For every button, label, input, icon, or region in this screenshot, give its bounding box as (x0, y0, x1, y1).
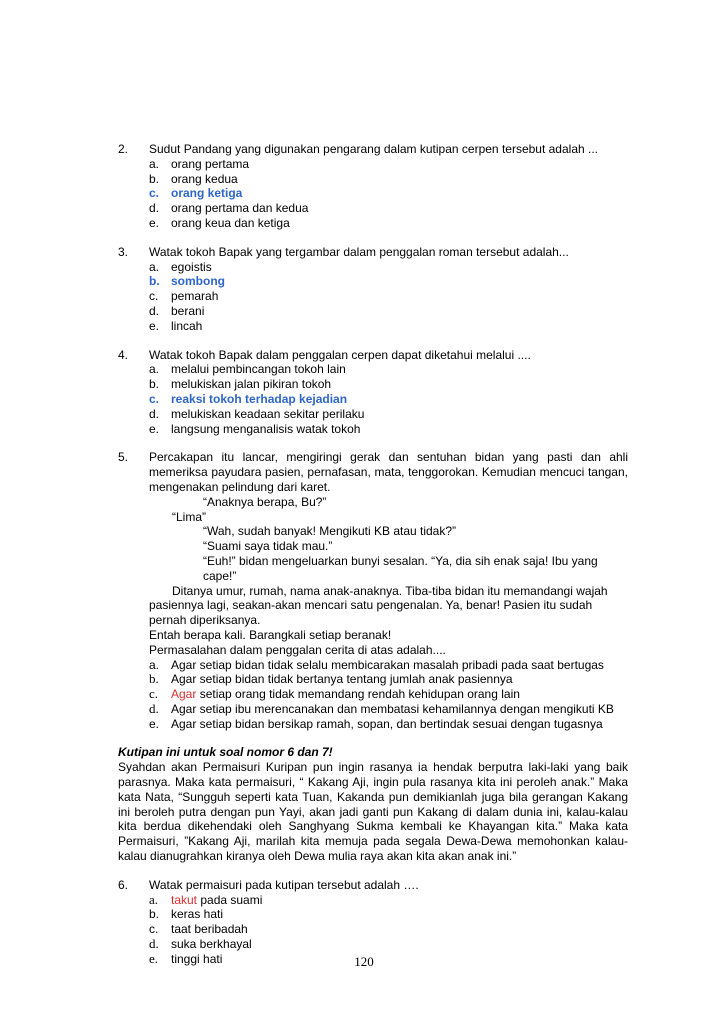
option-e (149, 422, 628, 437)
narration-line: pasiennya lagi, seakan-akan mencari satu pengenalan. Ya, benar! Pasien itu sudah (149, 598, 593, 613)
dialogue-line: “Anaknya berapa, Bu?” (203, 494, 327, 509)
dialogue-line: “Suami saya tidak mau.” (203, 539, 333, 554)
option-e (149, 717, 628, 732)
option-b (149, 172, 628, 187)
narration-line: Ditanya umur, rumah, nama anak-anaknya. Tiba-tiba bidan itu memandangi wajah (172, 583, 608, 598)
question-text: Permasalahan dalam penggalan cerita di atas adalah.... (149, 642, 446, 657)
highlight-word: takut (171, 892, 198, 907)
option-letter: d. (149, 936, 159, 952)
option-text: orang kedua (171, 171, 238, 186)
option-letter: b. (149, 274, 160, 289)
option-c (149, 289, 628, 304)
options-list (149, 157, 628, 231)
option-text: Agar setiap bidan bersikap ramah, sopan, dan bertindak sesuai dengan tugasnya (171, 716, 603, 731)
option-a (149, 157, 628, 172)
option-letter: b. (149, 907, 160, 922)
question-5 (118, 450, 628, 494)
option-text: melukiskan jalan pikiran tokoh (171, 377, 332, 392)
option-letter: c. (149, 922, 159, 937)
passage-text: Syahdan akan Permaisuri Kuripan pun ingin rasanya ia hendak berputra laki-laki yang baik parasnya. Maka kata permaisuri, “ Kakang Aji, ingin pula rasanya kita ini peroleh anak.” Maka kata Nata, “Sungguh seperti kata Tuan, Kakanda pun demikianlah juga bila gerangan Kakang ini beroleh putra dengan pun Yayi, akan jadi ganti pun Kakang di dalam dunia ini, kalau-kalau kita berdua dikehendaki oleh Sanghyang Sukma kembali ke Khayangan kita.” Maka kata Permaisuri, ”Kakang Aji, marilah kita memuja pada segala Dewa-Dewa memohonkan kalau-kalau dianugrahkan kiranya oleh Dewa mulia raya akan kita akan anak ini.” (118, 760, 628, 864)
option-text: sombong (171, 274, 225, 289)
narration-line: pernah diperiksanya. (149, 613, 261, 628)
page-content (118, 142, 628, 967)
option-d (149, 407, 628, 422)
option-letter: e. (149, 215, 160, 230)
option-text: egoistis (171, 259, 212, 274)
option-a (149, 260, 628, 275)
page-number: 120 (354, 954, 374, 969)
question-number: 3. (118, 244, 129, 259)
option-text: melukiskan keadaan sekitar perilaku (171, 406, 365, 421)
option-letter: c. (149, 391, 160, 406)
options-list (149, 260, 628, 334)
option-text: Agar setiap bidan tidak selalu membicarakan masalah pribadi pada saat bertugas (171, 657, 604, 672)
options-list (149, 362, 628, 436)
question-2 (118, 142, 628, 157)
option-d (149, 304, 628, 319)
option-text: keras hati (171, 907, 224, 922)
option-letter: a. (149, 657, 160, 672)
option-letter: c. (149, 186, 160, 201)
option-text: Agar setiap orang tidak memandang rendah kehidupan orang lain (171, 687, 520, 702)
option-letter: b. (149, 377, 160, 392)
option-letter: e. (149, 318, 160, 333)
option-letter: e. (149, 716, 160, 731)
question-number: 6. (118, 877, 129, 892)
option-letter: b. (149, 671, 159, 687)
question-6 (118, 878, 628, 893)
options-list (149, 658, 628, 732)
passage-text: Percakapan itu lancar, mengiringi gerak dan sentuhan bidan yang pasti dan ahli memeriksa payudara pasien, pernafasan, mata, tenggorokan. Kemudian mencuci tangan, mengenakan pelindung dari karet. (149, 450, 628, 494)
option-letter: d. (149, 700, 159, 716)
question-3 (118, 245, 628, 260)
option-letter: c. (149, 289, 159, 304)
option-b-answer (149, 274, 628, 289)
question-number: 2. (118, 142, 129, 156)
option-text: langsung menganalisis watak tokoh (171, 421, 361, 436)
narration-line: Entah berapa kali. Barangkali setiap beranak! (149, 627, 392, 642)
option-text: Agar setiap bidan tidak bertanya tentang jumlah anak pasiennya (171, 672, 513, 687)
option-text: takut pada suami (171, 892, 263, 907)
option-b (149, 377, 628, 392)
option-text: orang pertama dan kedua (171, 201, 309, 216)
option-c (149, 687, 628, 702)
option-text: tinggi hati (171, 951, 223, 966)
question-text: Watak permaisuri pada kutipan tersebut adalah …. (149, 877, 419, 892)
question-number: 4. (118, 347, 129, 362)
option-letter: b. (149, 171, 160, 186)
question-text: Watak tokoh Bapak dalam penggalan cerpen dapat diketahui melalui .... (149, 347, 531, 362)
option-letter: a. (149, 891, 159, 907)
question-text: Watak tokoh Bapak yang tergambar dalam penggalan roman tersebut adalah... (149, 244, 569, 259)
dialogue-block (149, 495, 628, 658)
option-d (149, 201, 628, 216)
question-number: 5. (118, 450, 129, 465)
option-text: melalui pembincangan tokoh lain (171, 362, 346, 377)
option-text: orang keua dan ketiga (171, 215, 290, 230)
option-text: berani (171, 303, 205, 318)
option-text: taat beribadah (171, 922, 248, 937)
option-d (149, 937, 628, 952)
option-text: lincah (171, 318, 203, 333)
option-a (149, 362, 628, 377)
highlight-word: Agar (171, 687, 197, 702)
option-c-answer (149, 392, 628, 407)
dialogue-line: “Lima” (172, 509, 207, 524)
question-text: Sudut Pandang yang digunakan pengarang dalam kutipan cerpen tersebut adalah ... (149, 142, 599, 156)
option-text: suka berkhayal (171, 937, 252, 952)
option-c (149, 922, 628, 937)
option-letter: d. (149, 303, 160, 318)
option-letter: e. (149, 950, 159, 966)
passage-heading: Kutipan ini untuk soal nomor 6 dan 7! (118, 745, 333, 760)
option-letter: d. (149, 201, 160, 216)
option-c-answer (149, 186, 628, 201)
option-letter: a. (149, 259, 160, 274)
option-letter: c. (149, 686, 159, 702)
option-text: Agar setiap ibu merencanakan dan membatasi kehamilannya dengan mengikuti KB (171, 701, 614, 716)
option-text: reaksi tokoh terhadap kejadian (171, 391, 348, 406)
option-e (149, 216, 628, 231)
option-a (149, 658, 628, 673)
option-letter: e. (149, 421, 160, 436)
option-d (149, 702, 628, 717)
option-b (149, 907, 628, 922)
dialogue-line: “Wah, sudah banyak! Mengikuti KB atau tidak?” (203, 524, 457, 539)
option-b (149, 672, 628, 687)
option-text: pemarah (171, 289, 219, 304)
option-letter: a. (149, 362, 160, 377)
question-4 (118, 348, 628, 363)
option-text: orang ketiga (171, 186, 243, 201)
option-e (149, 319, 628, 334)
option-text: orang pertama (171, 156, 250, 171)
option-a (149, 893, 628, 908)
option-letter: a. (149, 156, 160, 171)
dialogue-line: “Euh!” bidan mengeluarkan bunyi sesalan. “Ya, dia sih enak saja! Ibu yang cape!” (203, 553, 598, 583)
option-letter: d. (149, 406, 160, 421)
